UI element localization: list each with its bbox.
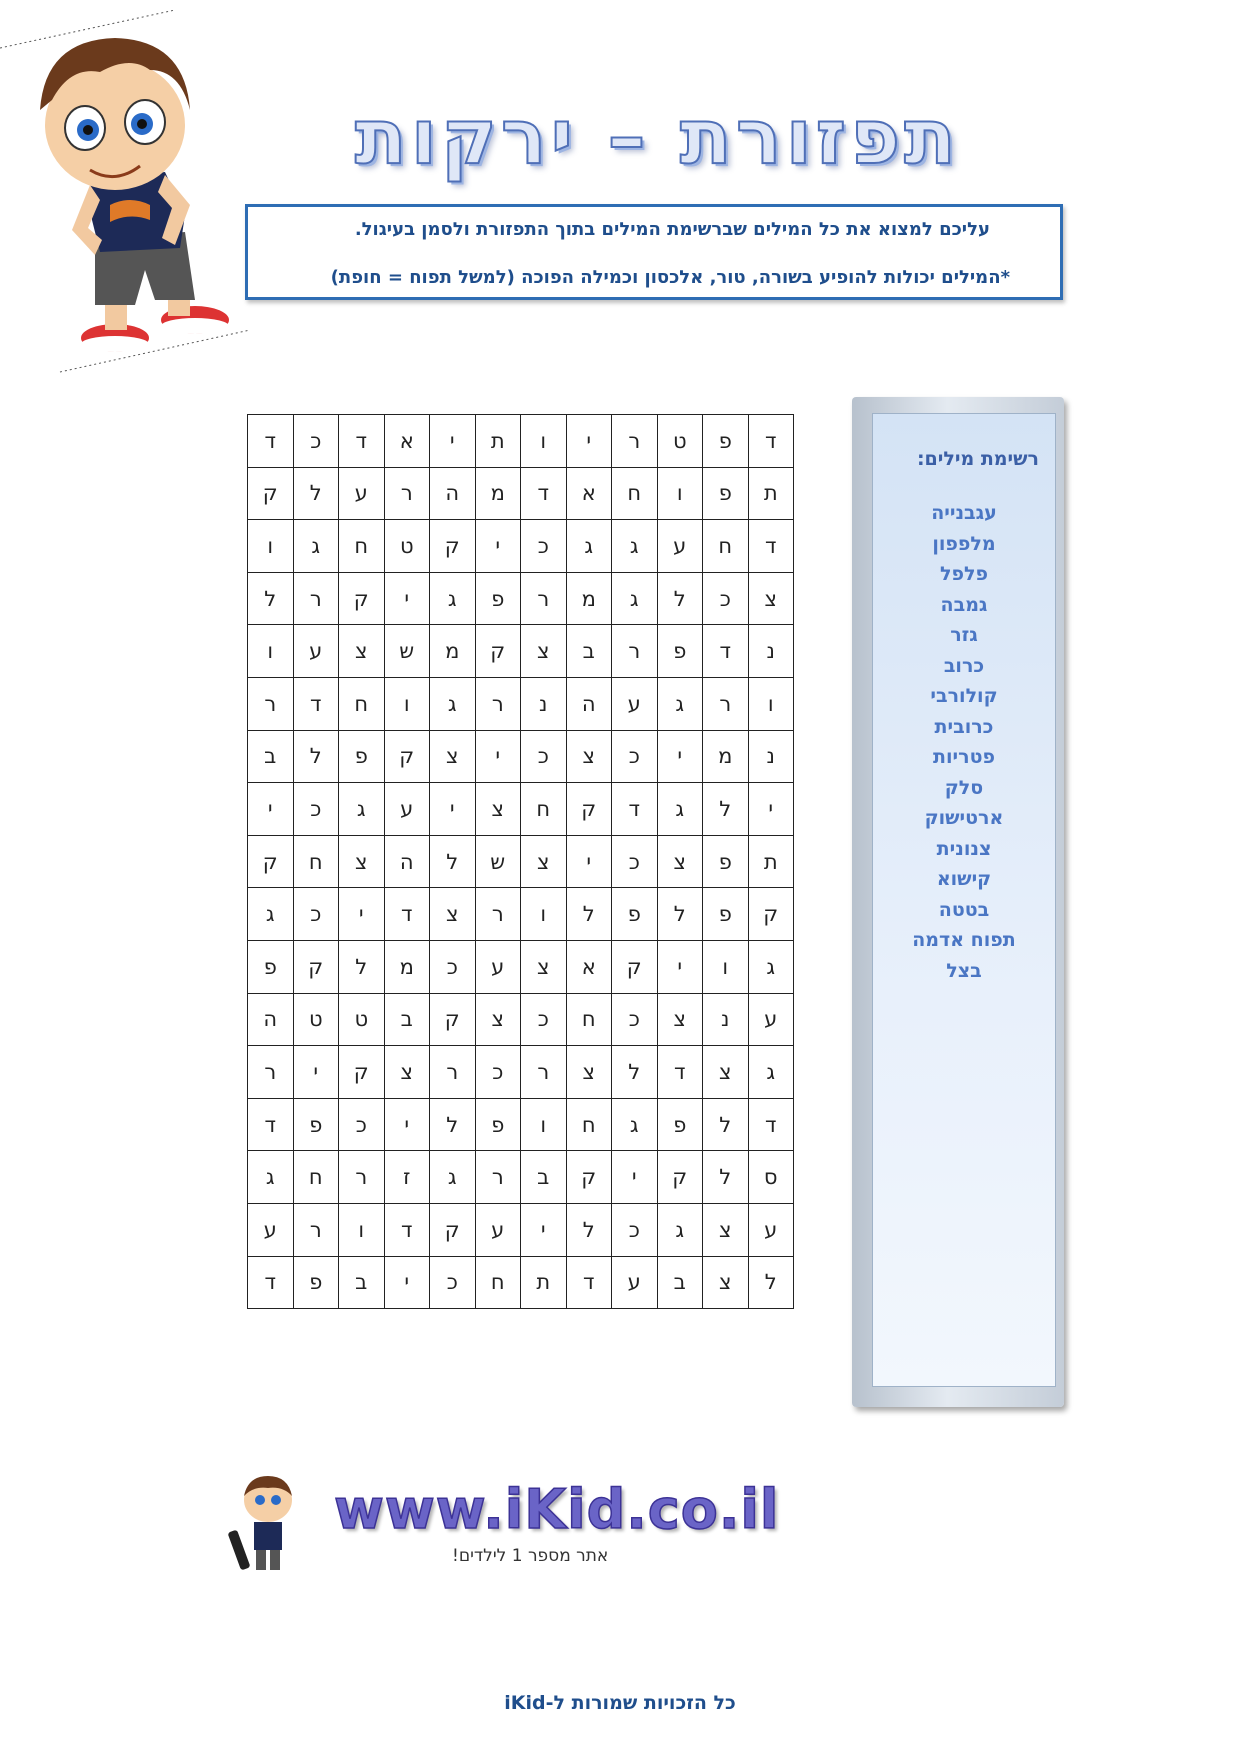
grid-cell[interactable]: פ [475, 1098, 521, 1151]
word-list [873, 498, 1055, 986]
grid-cell[interactable]: כ [612, 730, 658, 783]
grid-cell[interactable]: ק [566, 1151, 612, 1204]
word-list-item: כרוב [943, 654, 985, 677]
grid-cell[interactable]: כ [612, 993, 658, 1046]
word-list-item: סלק [944, 776, 984, 799]
grid-row [248, 730, 794, 783]
grid-cell[interactable]: ר [293, 1203, 339, 1256]
grid-row [248, 572, 794, 625]
grid-cell[interactable]: ג [748, 940, 794, 993]
grid-row [248, 888, 794, 941]
grid-cell[interactable]: מ [475, 467, 521, 520]
grid-row [248, 783, 794, 836]
grid-cell[interactable]: פ [612, 888, 658, 941]
grid-cell[interactable]: י [248, 783, 294, 836]
grid-cell[interactable]: ק [475, 625, 521, 678]
grid-cell[interactable]: ר [475, 888, 521, 941]
grid-row [248, 1098, 794, 1151]
grid-row [248, 835, 794, 888]
grid-cell[interactable]: ר [293, 572, 339, 625]
grid-cell[interactable]: ל [657, 572, 703, 625]
word-list-item: כרובית [934, 715, 994, 738]
grid-cell[interactable]: פ [293, 1256, 339, 1309]
grid-cell[interactable]: ל [430, 1098, 476, 1151]
grid-cell[interactable]: כ [612, 1203, 658, 1256]
grid-cell[interactable]: ג [612, 1098, 658, 1151]
grid-cell[interactable]: צ [475, 783, 521, 836]
grid-cell[interactable]: ח [521, 783, 567, 836]
grid-cell[interactable]: נ [748, 730, 794, 783]
grid-cell[interactable]: ל [430, 835, 476, 888]
grid-cell[interactable]: פ [703, 415, 749, 468]
grid-cell[interactable]: פ [657, 1098, 703, 1151]
grid-cell[interactable]: ק [657, 1151, 703, 1204]
grid-cell[interactable]: ע [748, 993, 794, 1046]
instructions-line-2: *המילים יכולות להופיע בשורה, טור, אלכסון וכמילה הפוכה (למשל תפוח = חופת) [330, 267, 1010, 288]
grid-cell[interactable]: צ [475, 993, 521, 1046]
grid-cell[interactable]: ד [339, 415, 385, 468]
grid-cell[interactable]: ד [566, 1256, 612, 1309]
grid-cell[interactable]: פ [248, 940, 294, 993]
grid-cell[interactable]: ד [748, 415, 794, 468]
grid-cell[interactable]: כ [475, 1046, 521, 1099]
grid-cell[interactable]: ד [703, 625, 749, 678]
grid-cell[interactable]: ו [703, 940, 749, 993]
instructions-line-1: עליכם למצוא את כל המילים שברשימת המילים בתוך התפזורת ולסמן בעיגול. [354, 219, 990, 240]
grid-row [248, 467, 794, 520]
word-list-item: פלפל [940, 563, 988, 585]
word-list-item: עגבנייה [931, 502, 997, 524]
grid-cell[interactable]: י [566, 835, 612, 888]
grid-cell[interactable]: ג [657, 677, 703, 730]
grid-cell[interactable]: צ [566, 730, 612, 783]
grid-cell[interactable]: צ [566, 1046, 612, 1099]
grid-cell[interactable]: ח [703, 520, 749, 573]
grid-cell[interactable]: ש [384, 625, 430, 678]
grid-cell[interactable]: צ [339, 835, 385, 888]
grid-cell[interactable]: ר [384, 467, 430, 520]
grid-cell[interactable]: כ [293, 415, 339, 468]
grid-cell[interactable]: נ [521, 677, 567, 730]
grid-cell[interactable]: ע [612, 677, 658, 730]
grid-cell[interactable]: צ [703, 1203, 749, 1256]
grid-cell[interactable]: ד [657, 1046, 703, 1099]
grid-cell[interactable]: פ [293, 1098, 339, 1151]
grid-cell[interactable]: ח [612, 467, 658, 520]
grid-cell[interactable]: ע [657, 520, 703, 573]
word-list-item: פטריות [933, 746, 995, 768]
grid-cell[interactable]: ז [384, 1151, 430, 1204]
grid-cell[interactable]: ק [384, 730, 430, 783]
grid-cell[interactable]: מ [703, 730, 749, 783]
grid-cell[interactable]: כ [293, 888, 339, 941]
grid-cell[interactable]: ס [748, 1151, 794, 1204]
grid-cell[interactable]: ג [566, 520, 612, 573]
grid-cell[interactable]: צ [384, 1046, 430, 1099]
ikid-mascot-icon [228, 1470, 308, 1580]
grid-cell[interactable]: כ [521, 520, 567, 573]
grid-cell[interactable]: ע [384, 783, 430, 836]
grid-cell[interactable]: ד [384, 888, 430, 941]
grid-row [248, 625, 794, 678]
grid-cell[interactable]: ב [657, 1256, 703, 1309]
grid-cell[interactable]: ק [430, 520, 476, 573]
grid-cell[interactable]: י [657, 730, 703, 783]
grid-cell[interactable]: ו [748, 677, 794, 730]
grid-cell[interactable]: י [384, 1256, 430, 1309]
grid-cell[interactable]: נ [748, 625, 794, 678]
grid-cell[interactable]: פ [703, 467, 749, 520]
grid-cell[interactable]: ת [475, 415, 521, 468]
grid-cell[interactable]: א [384, 415, 430, 468]
grid-cell[interactable]: ק [612, 940, 658, 993]
grid-cell[interactable]: ו [521, 415, 567, 468]
grid-row [248, 520, 794, 573]
grid-cell[interactable]: ב [521, 1151, 567, 1204]
word-list-panel [852, 397, 1064, 1407]
page-title: תפזורת – ירקות [354, 92, 960, 181]
word-list-item: גזר [950, 624, 978, 646]
word-list-item: צנונית [936, 837, 992, 860]
grid-cell[interactable]: כ [430, 940, 476, 993]
grid-cell[interactable]: א [566, 940, 612, 993]
word-list-item: תפוח אדמה [912, 929, 1016, 951]
grid-cell[interactable]: צ [430, 888, 476, 941]
grid-cell[interactable]: ג [430, 677, 476, 730]
grid-cell[interactable]: ג [748, 1046, 794, 1099]
grid-row [248, 940, 794, 993]
grid-cell[interactable]: ב [248, 730, 294, 783]
grid-row [248, 1256, 794, 1309]
grid-cell[interactable]: ו [339, 1203, 385, 1256]
grid-cell[interactable]: ר [612, 415, 658, 468]
grid-cell[interactable]: ק [430, 993, 476, 1046]
grid-cell[interactable]: ל [657, 888, 703, 941]
word-search-grid [247, 414, 794, 1309]
grid-cell[interactable]: ר [339, 1151, 385, 1204]
grid-cell[interactable]: ו [248, 625, 294, 678]
grid-cell[interactable]: ג [430, 572, 476, 625]
grid-cell[interactable]: ח [293, 1151, 339, 1204]
grid-cell[interactable]: פ [703, 835, 749, 888]
grid-cell[interactable]: ת [521, 1256, 567, 1309]
grid-cell[interactable]: כ [521, 730, 567, 783]
grid-cell[interactable]: ה [566, 677, 612, 730]
grid-cell[interactable]: פ [475, 572, 521, 625]
grid-row [248, 677, 794, 730]
grid-cell[interactable]: ר [248, 677, 294, 730]
grid-cell[interactable]: ו [521, 888, 567, 941]
grid-cell[interactable]: ג [612, 572, 658, 625]
grid-cell[interactable]: ל [293, 467, 339, 520]
grid-row [248, 1151, 794, 1204]
grid-cell[interactable]: מ [430, 625, 476, 678]
grid-cell[interactable]: ג [339, 783, 385, 836]
grid-row [248, 1203, 794, 1256]
grid-cell[interactable]: ע [748, 1203, 794, 1256]
grid-cell[interactable]: ל [293, 730, 339, 783]
grid-cell[interactable]: ל [248, 572, 294, 625]
grid-cell[interactable]: ע [293, 625, 339, 678]
grid-cell[interactable]: ר [475, 677, 521, 730]
grid-cell[interactable]: י [612, 1151, 658, 1204]
grid-cell[interactable]: י [384, 1098, 430, 1151]
grid-cell[interactable]: ד [521, 467, 567, 520]
word-list-item: ארטישוק [924, 807, 1004, 829]
grid-cell[interactable]: ת [748, 467, 794, 520]
grid-cell[interactable]: ר [248, 1046, 294, 1099]
grid-cell[interactable]: י [748, 783, 794, 836]
word-list-item: קולורבי [930, 685, 998, 707]
grid-cell[interactable]: ו [248, 520, 294, 573]
grid-cell[interactable]: כ [612, 835, 658, 888]
grid-cell[interactable]: ח [339, 520, 385, 573]
grid-cell[interactable]: ד [748, 520, 794, 573]
grid-cell[interactable]: ר [521, 1046, 567, 1099]
grid-cell[interactable]: י [521, 1203, 567, 1256]
grid-cell[interactable]: פ [703, 888, 749, 941]
grid-row [248, 1046, 794, 1099]
grid-cell[interactable]: ג [657, 1203, 703, 1256]
grid-cell[interactable]: ג [612, 520, 658, 573]
word-list-inner [872, 413, 1056, 1387]
grid-cell[interactable]: ה [430, 467, 476, 520]
copyright-notice: כל הזכויות שמורות ל-iKid [504, 1692, 736, 1714]
grid-cell[interactable]: י [430, 783, 476, 836]
grid-cell[interactable]: ב [566, 625, 612, 678]
grid-cell[interactable]: פ [339, 730, 385, 783]
grid-cell[interactable]: צ [657, 835, 703, 888]
grid-cell[interactable]: ח [293, 835, 339, 888]
grid-cell[interactable]: מ [384, 940, 430, 993]
grid-cell[interactable]: ד [612, 783, 658, 836]
grid-cell[interactable]: ק [339, 572, 385, 625]
grid-cell[interactable]: י [384, 572, 430, 625]
grid-cell[interactable]: צ [703, 1256, 749, 1309]
grid-cell[interactable]: י [339, 888, 385, 941]
grid-cell[interactable]: ק [748, 888, 794, 941]
grid-cell[interactable]: ר [521, 572, 567, 625]
grid-cell[interactable]: כ [521, 993, 567, 1046]
grid-cell[interactable]: מ [566, 572, 612, 625]
word-list-item: בטטה [938, 898, 990, 921]
grid-cell[interactable]: צ [521, 835, 567, 888]
grid-cell[interactable]: ל [339, 940, 385, 993]
grid-cell[interactable]: כ [703, 572, 749, 625]
grid-cell[interactable]: ל [703, 1098, 749, 1151]
grid-cell[interactable]: י [566, 415, 612, 468]
grid-cell[interactable]: ח [566, 1098, 612, 1151]
grid-row [248, 993, 794, 1046]
grid-cell[interactable]: ע [475, 940, 521, 993]
grid-cell[interactable]: ט [657, 415, 703, 468]
grid-cell[interactable]: כ [430, 1256, 476, 1309]
grid-cell[interactable]: ט [293, 993, 339, 1046]
grid-cell[interactable]: ע [248, 1203, 294, 1256]
grid-cell[interactable]: ל [703, 783, 749, 836]
grid-cell[interactable]: ק [293, 940, 339, 993]
grid-cell[interactable]: ר [430, 1046, 476, 1099]
grid-cell[interactable]: ר [612, 625, 658, 678]
grid-cell[interactable]: ע [612, 1256, 658, 1309]
grid-cell[interactable]: ק [566, 783, 612, 836]
word-list-item: קישוא [936, 868, 992, 890]
grid-cell[interactable]: ב [339, 1256, 385, 1309]
grid-cell[interactable]: ו [384, 677, 430, 730]
grid-cell[interactable]: ל [566, 888, 612, 941]
grid-cell[interactable]: ו [657, 467, 703, 520]
grid-cell[interactable]: צ [657, 993, 703, 1046]
grid-cell[interactable]: ל [703, 1151, 749, 1204]
grid-cell[interactable]: כ [293, 783, 339, 836]
grid-cell[interactable]: צ [703, 1046, 749, 1099]
grid-cell[interactable]: צ [748, 572, 794, 625]
word-list-heading: רשימת מילים: [916, 448, 1039, 470]
grid-cell[interactable]: ק [248, 467, 294, 520]
grid-cell[interactable]: ק [248, 835, 294, 888]
grid-cell[interactable]: ל [612, 1046, 658, 1099]
grid-cell[interactable]: ע [475, 1203, 521, 1256]
grid-cell[interactable]: ג [248, 1151, 294, 1204]
grid-cell[interactable]: צ [430, 730, 476, 783]
word-list-item: מלפפון [932, 532, 996, 555]
grid-cell[interactable]: י [657, 940, 703, 993]
grid-cell[interactable]: ג [248, 888, 294, 941]
grid-cell[interactable]: ב [384, 993, 430, 1046]
word-list-item: גמבה [940, 593, 988, 616]
grid-cell[interactable]: ט [339, 993, 385, 1046]
grid-cell[interactable]: ח [566, 993, 612, 1046]
grid-cell[interactable]: כ [339, 1098, 385, 1151]
grid-cell[interactable]: ק [430, 1203, 476, 1256]
grid-cell[interactable]: ג [430, 1151, 476, 1204]
grid-cell[interactable]: ד [248, 1256, 294, 1309]
instructions-box [245, 204, 1063, 300]
grid-cell[interactable]: נ [703, 993, 749, 1046]
grid-cell[interactable]: ח [339, 677, 385, 730]
grid-cell[interactable]: י [475, 520, 521, 573]
grid-cell[interactable]: ג [657, 783, 703, 836]
grid-cell[interactable]: ה [248, 993, 294, 1046]
ikid-logo-url: www.iKid.co.il [334, 1478, 780, 1541]
word-list-item: בצל [946, 959, 982, 982]
grid-cell[interactable]: פ [657, 625, 703, 678]
grid-cell[interactable]: א [566, 467, 612, 520]
grid-cell[interactable]: ק [339, 1046, 385, 1099]
grid-cell[interactable]: ר [703, 677, 749, 730]
grid-cell[interactable]: ע [339, 467, 385, 520]
grid-cell[interactable]: ט [384, 520, 430, 573]
grid-cell[interactable]: ל [566, 1203, 612, 1256]
grid-cell[interactable]: ת [748, 835, 794, 888]
grid-cell[interactable]: צ [521, 625, 567, 678]
grid-cell[interactable]: צ [339, 625, 385, 678]
grid-cell[interactable]: ד [248, 1098, 294, 1151]
ikid-logo-tagline: אתר מספר 1 לילדים! [452, 1546, 609, 1566]
grid-cell[interactable]: ד [293, 677, 339, 730]
grid-cell[interactable]: י [475, 730, 521, 783]
grid-cell[interactable]: ד [384, 1203, 430, 1256]
grid-cell[interactable]: ש [475, 835, 521, 888]
grid-cell[interactable]: י [293, 1046, 339, 1099]
grid-cell[interactable]: ר [475, 1151, 521, 1204]
grid-cell[interactable]: ו [521, 1098, 567, 1151]
grid-cell[interactable]: ה [384, 835, 430, 888]
grid-cell[interactable]: ל [748, 1256, 794, 1309]
grid-cell[interactable]: צ [521, 940, 567, 993]
grid-cell[interactable]: ח [475, 1256, 521, 1309]
grid-cell[interactable]: ג [293, 520, 339, 573]
grid-cell[interactable]: ד [248, 415, 294, 468]
grid-row [248, 415, 794, 468]
grid-cell[interactable]: ד [748, 1098, 794, 1151]
cartoon-boy-illustration [0, 0, 260, 380]
grid-cell[interactable]: י [430, 415, 476, 468]
